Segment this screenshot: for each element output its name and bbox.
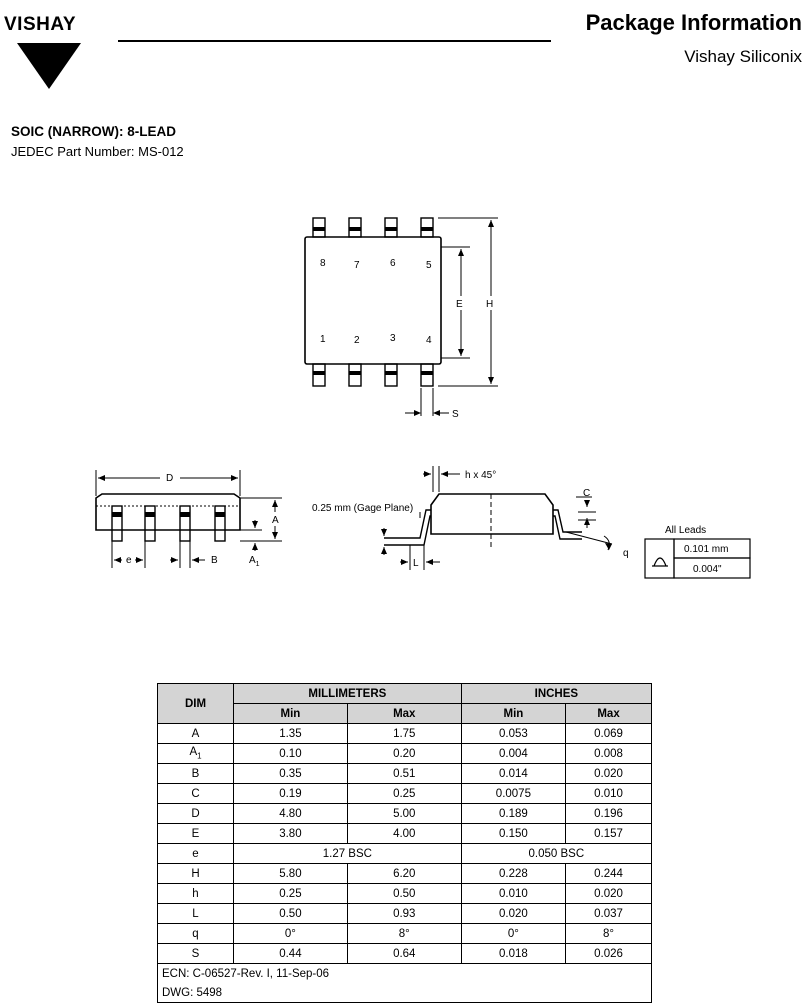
table-row: q 0° 8° 0° 8° <box>158 924 652 944</box>
jedec-number: JEDEC Part Number: MS-012 <box>11 144 184 159</box>
header-min: Min <box>234 704 348 724</box>
header-dim: DIM <box>158 684 234 724</box>
top-view-drawing <box>290 210 520 425</box>
table-row: h 0.25 0.50 0.010 0.020 <box>158 884 652 904</box>
tolerance-mm: 0.101 mm <box>684 544 729 555</box>
table-row: H 5.80 6.20 0.228 0.244 <box>158 864 652 884</box>
dim-L-label: L <box>413 558 419 569</box>
pin-label: 7 <box>354 260 360 271</box>
ecn-text: ECN: C-06527-Rev. I, 11-Sep-06 <box>158 964 652 984</box>
side-view-drawing <box>300 460 760 585</box>
dim-B-label: B <box>211 555 218 566</box>
page-title: Package Information <box>585 10 802 35</box>
header-min: Min <box>461 704 565 724</box>
dim-q-label: q <box>623 548 629 559</box>
pin-label: 3 <box>390 333 396 344</box>
header-inches: INCHES <box>461 684 651 704</box>
table-row: e 1.27 BSC 0.050 BSC <box>158 844 652 864</box>
dimensions-table <box>157 683 652 1003</box>
table-row: $A_1$ 0.10 0.20 0.004 0.008 <box>158 744 652 764</box>
dim-e-label: e <box>126 555 132 566</box>
table-row: A 1.35 1.75 0.053 0.069 <box>158 724 652 744</box>
dim-h-label: h x 45° <box>465 470 497 481</box>
front-view-drawing <box>85 460 285 575</box>
all-leads-label: All Leads <box>665 525 707 536</box>
header-max: Max <box>347 704 461 724</box>
header-millimeters: MILLIMETERS <box>234 684 462 704</box>
pin-label: 1 <box>320 334 326 345</box>
dim-S-label: S <box>452 409 459 420</box>
table-row: B 0.35 0.51 0.014 0.020 <box>158 764 652 784</box>
logo-text: VISHAY <box>4 14 76 35</box>
pin-label: 6 <box>390 258 396 269</box>
header-rule <box>118 40 551 42</box>
dim-D-label: D <box>166 473 174 484</box>
pin-label: 4 <box>426 335 432 346</box>
dim-C-label: C <box>583 488 591 499</box>
table-row: D 4.80 5.00 0.189 0.196 <box>158 804 652 824</box>
table-row: S 0.44 0.64 0.018 0.026 <box>158 944 652 964</box>
dwg-text: DWG: 5498 <box>158 983 652 1003</box>
table-row: E 3.80 4.00 0.150 0.157 <box>158 824 652 844</box>
pin-label: 5 <box>426 260 432 271</box>
dim-H-label: H <box>486 299 494 310</box>
package-title: SOIC (NARROW): 8-LEAD <box>11 124 176 139</box>
table-row: L 0.50 0.93 0.020 0.037 <box>158 904 652 924</box>
ecn-row <box>158 964 652 984</box>
pin-label: 2 <box>354 335 360 346</box>
table-row: C 0.19 0.25 0.0075 0.010 <box>158 784 652 804</box>
tolerance-in: 0.004" <box>693 564 722 575</box>
logo-triangle-icon <box>17 43 81 89</box>
dim-A-label: A <box>272 515 279 526</box>
gage-plane-label: 0.25 mm (Gage Plane) <box>312 503 414 514</box>
header-max: Max <box>566 704 652 724</box>
page-subtitle: Vishay Siliconix <box>684 47 802 66</box>
dim-E-label: E <box>456 299 463 310</box>
dim-A1-label: $A_1$ <box>249 555 260 568</box>
vishay-logo <box>4 14 104 80</box>
pin-label: 8 <box>320 258 326 269</box>
